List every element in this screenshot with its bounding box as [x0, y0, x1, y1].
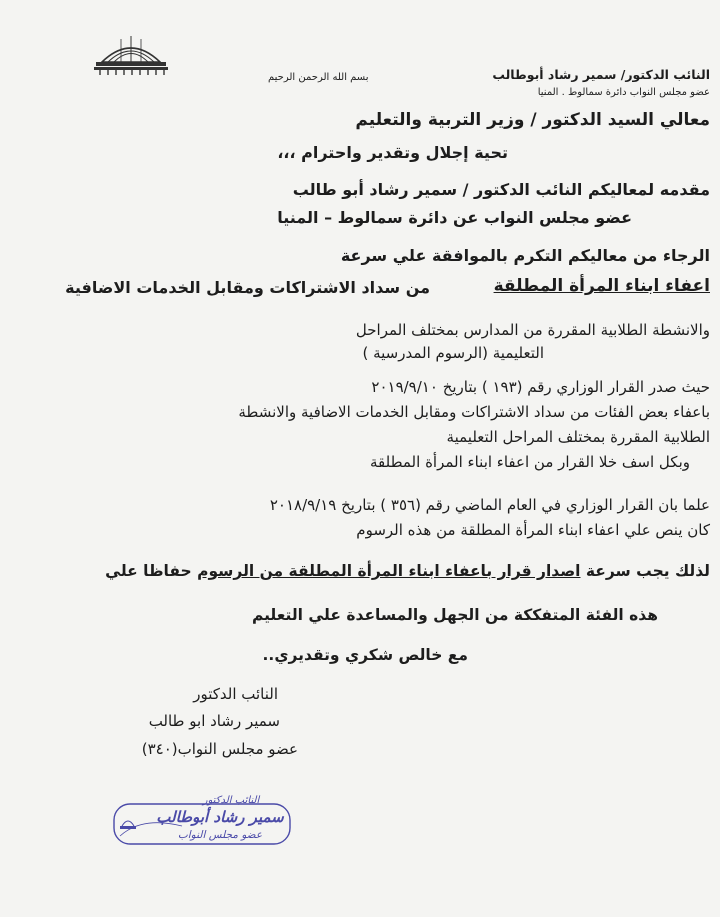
stages-line: الطلابية المقررة بمختلف المراحل التعليمية [446, 428, 710, 446]
presented-by: مقدمه لمعاليكم النائب الدكتور / سمير رشاد أبو طالب [292, 180, 710, 199]
signature-title: النائب الدكتور [193, 685, 278, 703]
therefore-suffix: حفاظا علي [105, 562, 192, 580]
sender-subtitle: عضو مجلس النواب دائرة سمالوط . المنيا [537, 87, 710, 98]
stamp-line-3: عضو مجلس النواب [177, 829, 263, 841]
previous-cont: كان ينص علي اعفاء ابناء المرأة المطلقة من هذه الرسوم [356, 521, 710, 539]
greeting: تحية إجلال وتقدير واحترام ،،، [277, 143, 508, 162]
exemption-line: باعفاء بعض الفئات من سداد الاشتراكات ومقابل الخدمات الاضافية والانشطة [238, 403, 710, 421]
decision-line: حيث صدر القرار الوزاري رقم (١٩٣ ) بتاريخ ٢٠١٩/٩/١٠ [371, 378, 710, 396]
request-emphasis: اعفاء ابناء المرأة المطلقة [493, 276, 710, 296]
parliament-logo-icon [92, 32, 170, 76]
fees-line: التعليمية (الرسوم المدرسية ) [362, 344, 544, 362]
member-of: عضو مجلس النواب عن دائرة سمالوط – المنيا [277, 208, 632, 227]
request-intro: الرجاء من معاليكم التكرم بالموافقة علي سرعة [340, 246, 710, 265]
closing-line: مع خالص شكري وتقديري.. [262, 646, 468, 664]
sender-title: النائب الدكتور/ سمير رشاد أبوطالب [492, 67, 710, 82]
signature-name: سمير رشاد ابو طالب [148, 712, 280, 730]
previous-line: علما بان القرار الوزاري في العام الماضي رقم (٣٥٦ ) بتاريخ ٢٠١٨/٩/١٩ [269, 496, 710, 514]
request-cont: من سداد الاشتراكات ومقابل الخدمات الاضافية [65, 278, 430, 297]
therefore-line [105, 562, 710, 580]
stamp-line-1: النائب الدكتور [202, 795, 260, 806]
addressee: معالي السيد الدكتور / وزير التربية والتعليم [355, 110, 710, 130]
activities-line: والانشطة الطلابية المقررة من المدارس بمختلف المراحل [355, 321, 710, 339]
therefore-prefix: لذلك يجب سرعة [585, 562, 710, 580]
signature-member: عضو مجلس النواب(٣٤٠) [141, 740, 298, 758]
stamp-line-2: سمير رشاد أبوطالب [156, 808, 284, 826]
category-line: هذه الفئة المتفككة من الجهل والمساعدة علي التعليم [251, 606, 658, 624]
basmala: بسم الله الرحمن الرحيم [268, 72, 369, 83]
regret-line: وبكل اسف خلا القرار من اعفاء ابناء المرأة المطلقة [369, 453, 690, 471]
sender-header [492, 66, 710, 102]
therefore-emphasis: اصدار قرار باعفاء ابناء المرأة المطلقة من الرسوم [197, 562, 581, 580]
